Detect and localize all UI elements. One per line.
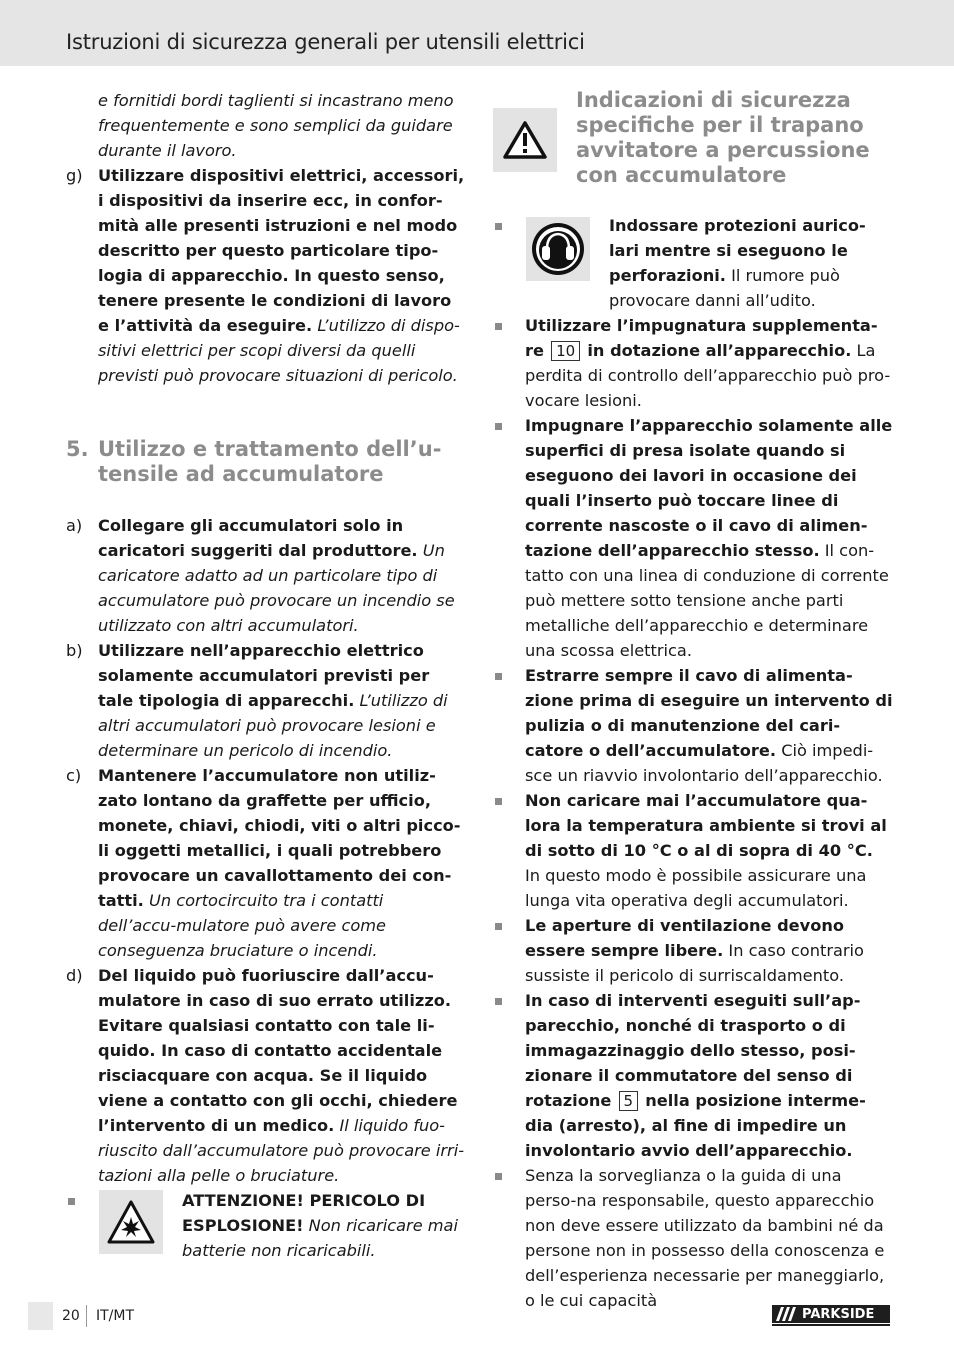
bullet-marker (68, 1198, 75, 1205)
page-title: Istruzioni di sicurezza generali per utensili elettrici (66, 30, 585, 54)
page-number: 20 (62, 1308, 80, 1324)
footer-box (28, 1302, 53, 1330)
bullet-temperature: Non caricare mai l’accumulatore qua-lora la temperatura ambiente si trovi al di sotto di 10 °C o al di sopra di 40 °C. In questo modo è possibile assicurare una lunga vita operativa degli accumulatori. (493, 788, 893, 913)
explosion-warning: ATTENZIONE! PERICOLO DI ESPLOSIONE! Non ricaricare mai batterie non ricaricabili. (66, 1188, 466, 1263)
right-heading-block (493, 88, 893, 188)
item-g: g) Utilizzare dispositivi elettrici, accessori, i dispositivi da inserire ecc, in confor-mità alle presenti istruzioni e nel modo descritto per questo particolare tipo-logia di apparecchio. In questo senso, tenere presente le condizioni di lavoro e l’attività da eseguire. L’utilizzo di dispo-sitivi elettrici per scopi diversi da quelli previsti può provocare situazioni di pericolo. (66, 166, 465, 385)
bullet-unplug: Estrarre sempre il cavo di alimenta-zione prima di eseguire un intervento di pulizia o di manutenzione del cari-catore o dell’accumulatore. Ciò impedi-sce un riavvio involontario dell’apparecchio. (493, 663, 893, 788)
item-g-italic: L’utilizzo di dispo-sitivi elettrici per scopi diversi da quelli previsti può provocare situazioni di pericolo. (98, 316, 460, 385)
part-number-box: 5 (619, 1091, 639, 1111)
bullet-ventilation: Le aperture di ventilazione devono essere sempre libere. In caso contrario sussiste il pericolo di surriscaldamento. (493, 913, 893, 988)
item-d: d) Del liquido può fuoriuscire dall’accu-mulatore in caso di suo errato utilizzo. Evitare qualsiasi contatto con tale li-quido. In caso di contatto accidentale risciacquare con acqua. Se il liquido viene a contatto con gli occhi, chiedere l’intervento di un medico. Il liquido fuo-riuscito dall’accumulatore può provocare irri-tazioni alla pelle o bruciature. (66, 966, 465, 1185)
bullet-children: Senza la sorveglianza o la guida di una perso-na responsabile, questo apparecchio non deve essere utilizzato da bambini né da persone non in possesso della conoscenza e dell’esperienza necessarie per maneggiarlo, o le cui capacità (493, 1163, 893, 1313)
logo-stripes-icon (772, 1305, 798, 1323)
intro-text: e fornitidi bordi taglienti si incastrano meno frequentemente e sono semplici da guidare durante il lavoro. (98, 91, 454, 160)
explosion-warning-icon (99, 1190, 163, 1254)
bullet-ear-protection: Indossare protezioni aurico-lari mentre si eseguono le perforazioni. Il rumore può provocare danni all’udito. (493, 213, 893, 313)
item-c: c) Mantenere l’accumulatore non utiliz-zato lontano da graffette per ufficio, monete, chiavi, chiodi, viti o altri picco-li oggetti metallici, i quali potrebbero provocare un cavallottamento dei con-tatti. Un cortocircuito tra i contatti dell’accu-mulatore può avere come conseguenza bruciature o incendi. (66, 766, 461, 960)
bullet-rotation-switch: In caso di interventi eseguiti sull’ap-parecchio, nonché di trasporto o di immagazzinaggio dello stesso, posi-zionare il commutatore del senso di rotazione 5 nella posizione interme-dia (arresto), al fine di impedire un involontario avvio dell’apparecchio. (493, 988, 893, 1163)
parkside-logo: PARKSIDE (772, 1305, 890, 1323)
item-a: a) Collegare gli accumulatori solo in caricatori suggeriti dal produttore. Un caricatore adatto ad un particolare tipo di accumulatore può provocare un incendio se utilizzato con altri accumulatori. (66, 516, 455, 635)
ear-protection-icon (526, 217, 590, 281)
right-heading: Indicazioni di sicurezza specifiche per il trapano avvitatore a percussione con accumulatore (576, 88, 870, 187)
section-heading: 5. Utilizzo e trattamento dell’u-tensile ad accumulatore (66, 437, 442, 486)
right-column (493, 88, 893, 1313)
left-column (66, 88, 466, 1263)
page-header (0, 0, 954, 66)
item-b: b) Utilizzare nell’apparecchio elettrico solamente accumulatori previsti per tale tipologia di apparecchi. L’utilizzo di altri accumulatori può provocare lesioni e determinare un pericolo di incendio. (66, 641, 448, 760)
bullet-handle: Utilizzare l’impugnatura supplementa-re 10 in dotazione all’apparecchio. La perdita di controllo dell’apparecchio può pro-vocare lesioni. (493, 313, 893, 413)
item-g-bold: Utilizzare dispositivi elettrici, accessori, i dispositivi da inserire ecc, in confor-mità alle presenti istruzioni e nel modo descritto per questo particolare tipo-logia di apparecchio. In questo senso, tenere presente le condizioni di lavoro e l’attività da eseguire. (98, 166, 465, 335)
language-code: IT/MT (96, 1308, 135, 1324)
footer-divider (86, 1305, 87, 1327)
part-number-box: 10 (551, 341, 580, 361)
bullet-insulated-grip: Impugnare l’apparecchio solamente alle superfici di presa isolate quando si eseguono dei lavori in occasione dei quali l’inserto può toccare linee di corrente nascoste o il cavo di alimen-tazione dell’apparecchio stesso. Il con-tatto con una linea di conduzione di corrente può mettere sotto tensione anche parti metalliche dell’apparecchio e determinare una scossa elettrica. (493, 413, 893, 663)
warning-triangle-icon (493, 108, 557, 172)
